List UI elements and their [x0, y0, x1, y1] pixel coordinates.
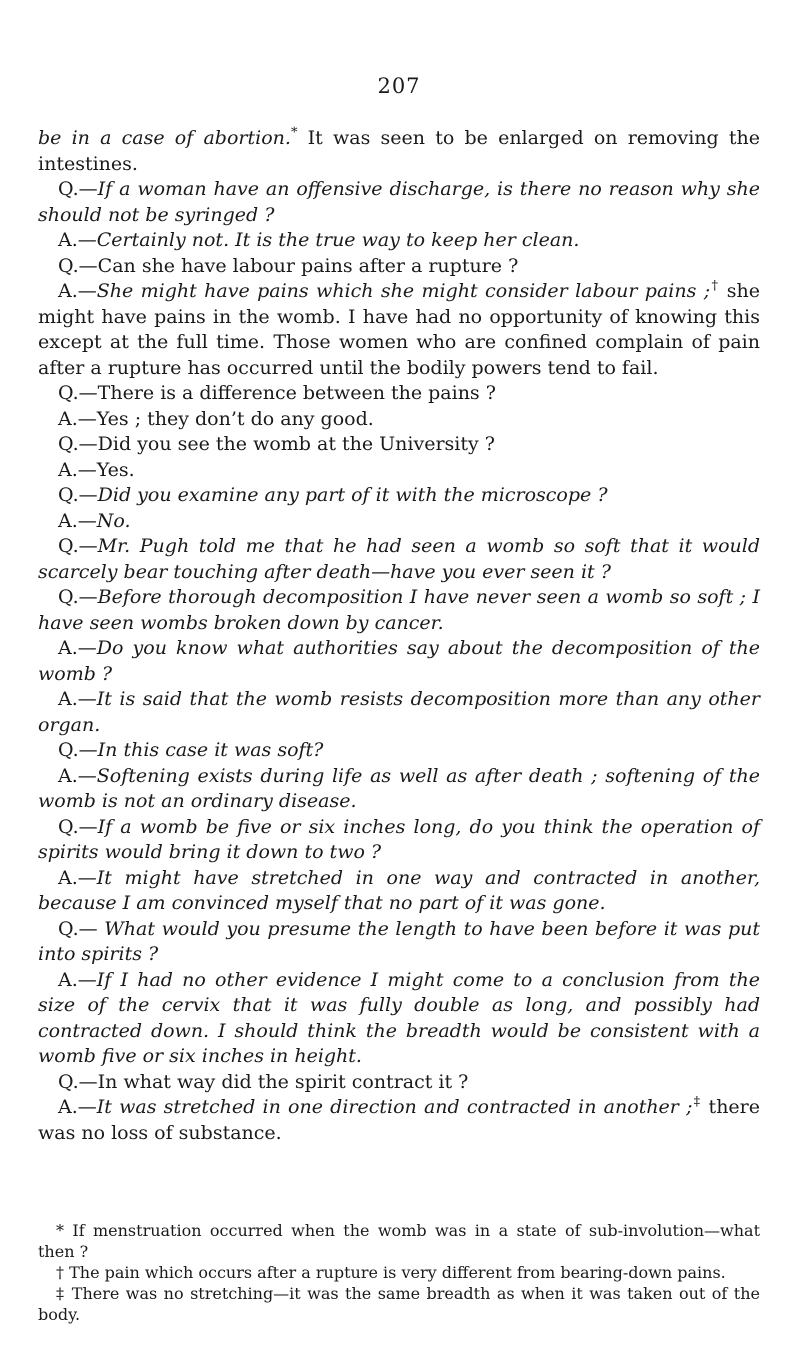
answer: A.—No. [58, 509, 131, 532]
answer: A.—Yes. [58, 458, 135, 481]
question: Q.—Can she have labour pains after a rupture ? [58, 254, 519, 277]
answer: A.—If I had no other evidence I might come to a conclusion from the size of the cervix that it was fully double as long, and possibly had contracted down. I should think the breadth would be consistent with a womb five or six inches in height. [38, 968, 760, 1067]
question: Q.—Did you examine any part of it with the microscope ? [58, 484, 608, 506]
footnote: * If menstruation occurred when the womb was in a state of sub-involution—what then ? [38, 1221, 760, 1261]
question: Q.—If a woman have an offensive discharge, is there no reason why she should not be syringed ? [38, 178, 760, 226]
question: Q.—Before thorough decomposition I have never seen a womb so soft ; I have seen wombs broken down by cancer. [38, 586, 760, 634]
answer: A.—She might have pains which she might consider labour pains ;† she might have pains in the womb. I have had no opportunity of knowing this except at the full time. Those women who are confined complain of pain after a rupture has occurred until the bodily powers tend to fail. [38, 278, 760, 379]
question: Q.—There is a difference between the pains ? [58, 382, 496, 404]
answer: A.—Do you know what authorities say about the decomposition of the womb ? [38, 637, 760, 685]
footnote-marker: † [56, 1263, 64, 1282]
body-text [38, 126, 760, 1146]
question: Q.— What would you presume the length to have been before it was put into spirits ? [38, 917, 760, 965]
question: Q.—In this case it was soft? [58, 739, 324, 761]
footnote: ‡ There was no stretching—it was the same breadth as when it was taken out of the body. [38, 1284, 760, 1324]
paragraph: be in a case of abortion.* It was seen to be enlarged on removing the intestines. [38, 125, 760, 175]
question: Q.—Mr. Pugh told me that he had seen a womb so soft that it would scarcely bear touching after death—have you ever seen it ? [38, 535, 760, 583]
footnote-ref: * [290, 125, 298, 141]
footnote-marker: * [56, 1221, 64, 1240]
answer: A.—It might have stretched in one way and contracted in another, because I am convinced myself that no part of it was gone. [38, 866, 760, 914]
answer: A.—Yes ; they don’t do any good. [58, 407, 374, 430]
footnote: † The pain which occurs after a rupture is very different from bearing-down pains. [56, 1263, 726, 1282]
answer: A.—It was stretched in one direction and contracted in another ;‡ there was no loss of substance. [38, 1094, 760, 1144]
question: Q.—If a womb be five or six inches long, do you think the operation of spirits would bring it down to two ? [38, 815, 760, 863]
question: Q.—In what way did the spirit contract it ? [58, 1070, 469, 1093]
footnotes [38, 1220, 760, 1325]
footnote-ref: ‡ [692, 1094, 702, 1110]
answer: A.—It is said that the womb resists decomposition more than any other organ. [38, 688, 760, 736]
answer: A.—Softening exists during life as well as after death ; softening of the womb is not an ordinary disease. [38, 764, 760, 812]
question: Q.—Did you see the womb at the University ? [58, 433, 495, 455]
footnote-marker: ‡ [56, 1284, 66, 1303]
page-number: 207 [377, 74, 421, 98]
answer: A.—Certainly not. It is the true way to keep her clean. [58, 229, 580, 251]
footnote-ref: † [710, 278, 720, 294]
